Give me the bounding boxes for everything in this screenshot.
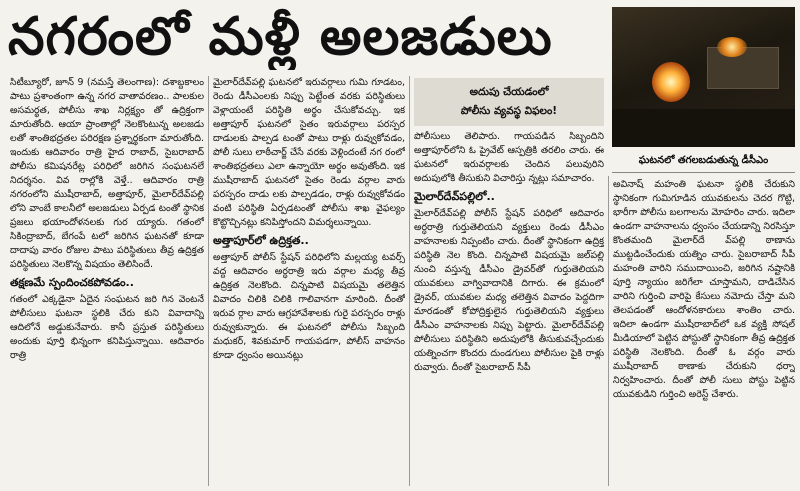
- headline: నగరంలో మళ్లీ అలజడులు: [8, 7, 553, 67]
- article-column-4: [613, 178, 795, 488]
- news-photo: [612, 7, 795, 147]
- paragraph: అత్తాపూర్ పోలీస్ స్టేషన్ పరిధిలోని మల్లయ్య టవర్స్ వద్ద ఆదివారం అర్ధరాత్రి ఇరు వర్గాల మధ్య తీవ్ర ఉద్రిక్తత నెలకొంది. చిన్నపాటి విషయమై తలెత్తిన వివాదం చిలికి చిలికి గాలివానగా మారింది. దీంతో ఇరువ ర్గాల వారు ఆగ్రహావేశాలకు గురై పరస్పరం రాళ్లు రువ్వుకున్నారు. ఈ ఘటనలో పోలీసు సిబ్బంది మధుకర్, శివకుమార్ గాయపడగా, పోలీస్ వాహనం కూడా ధ్వంసం అయినట్లు: [213, 252, 405, 361]
- fire-glow-shape: [717, 37, 747, 57]
- paragraph: పోలీసులు తెలిపారు. గాయపడిన సిబ్బందిని అత్తాపూర్‌లోని ఓ ప్రైవేట్ ఆస్పత్రికి తరలిం చారు. ఈ ఘటనలో ఇరువర్గాలకు చెందిన పలువురిని అదుపులోకి తీసుకుని విచారిస్తు న్నట్లు సమాచారం.: [414, 131, 604, 184]
- column-divider: [208, 76, 209, 486]
- photo-caption: ఘటనలో తగలబడుతున్న డీసీఎం: [612, 150, 795, 173]
- paragraph: అవినాష్ మహంతి ఘటనా స్థలికి చేరుకుని స్థానికంగా గుమిగూడిన యువకులను చెదర గొట్టి, భారీగా పోలీసు బలగాలను మోహరిం చారు. ఇదిలా ఉండగా వాహనాలను ధ్వంసం చేయడాన్ని నిరసిస్తూ కొంతమంది మైలార్‌దే వ్‌పల్లి ఠాణాను ముట్టడించేందుకు యత్నిం చారు. సైబరాబాద్ సీపీ మహంతి వారిని సముదాయించి, జరిగిన నష్టానికి పూర్తి న్యాయం జరిగేలా చూస్తామని, దాడిచేసిన వారిని గుర్తించి వారిపై కేసులు నమోదు చేస్తా మని తెలపడంతో ఆందోళనకారులు శాంతిం చారు. ఇదిలా ఉండగా ముషీరాబాద్‌లో ఒక వ్యక్తి సోషల్ మీడియాలో పెట్టిన పోస్టుతో స్థానికంగా తీవ్ర ఉద్రిక్తత పరిస్థితి నెలకొంది. దీంతో ఓ వర్గం వారు ముషీరాబాద్ ఠాణాకు చేరుకుని ధర్నా నిర్వహించారు. దీంతో పోలీ సులు పోస్టు పెట్టిన యువకుడిని గుర్తించి అరెస్ట్ చేశారు.: [613, 179, 795, 400]
- article-column-1: [10, 76, 204, 488]
- paragraph: మైలార్‌దేవ్‌పల్లి ఘటనలో ఇరువర్గాలు గుమి గూడటం, రెండు డీసీఎంలకు నిప్పు పెట్టేంత వరకు పరిస్థితులు వెళ్లాయంటే పరిస్థితి అర్థం చేసుకోవచ్చు. ఇక అత్తాపూర్ ఘటనలో సైతం ఇరువర్గాలు పరస్పర దాడులకు పాల్పడ టంతో పాటు రాళ్లు రువ్వుకోవడం, పోలీ సులు లాఠీచార్జ్ చేసే వరకు వెళ్లిందంటే నగ రంలో శాంతిభద్రతలు ఎలా ఉన్నాయో అర్థం అవుతోంది. ఇక ముషీరాబాద్ ఘటనలో సైతం రెండు వర్గాల వారు పరస్పరం దాడు లకు పాల్పడడం, రాళ్లు రువ్వుకోవడం వంటి పరిస్థితి ఏర్పడటంతో పోలీసు శాఖ వైఫల్యం కొట్టొచ్చినట్లు కనిపిస్తోందని విమర్శలున్నాయి.: [213, 77, 405, 228]
- article-column-2: [213, 76, 405, 488]
- paragraph: గతంలో ఎక్కడైనా ఏదైన సంఘటన జరి గిన వెంటనే పోలీసులు ఘటనా స్థలికి చేరు కుని వివాదాన్ని ఆదిలోనే అడ్డుకునేవారు. కానీ ప్రస్తుత పరిస్థితులు అందుకు పూర్తి భిన్నంగా కనిపిస్తున్నాయి. ఆదివారం రాత్రి: [10, 294, 204, 361]
- pull-quote-line: అదుపు చేయడంలో: [469, 86, 549, 98]
- pull-quote-line: పోలీసు వ్యవస్థ విఫలం!: [460, 105, 558, 117]
- column-divider: [608, 176, 609, 486]
- pull-quote: [414, 78, 604, 126]
- column-divider: [409, 76, 410, 486]
- article-column-3: [414, 130, 604, 488]
- paragraph: మైలార్‌దేవ్‌పల్లి పోలీస్ స్టేషన్ పరిధిలో ఆదివారం అర్ధరాత్రి గుర్తుతెలియని వ్యక్తులు రెండు డీసీఎం వాహనాలకు నిప్పంటిం చారు. దీంతో స్థానికంగా ఉద్రిక్త పరిస్థితి నెల కొంది. చిన్నపాటి విషయమై జల్‌పల్లి నుంచి వస్తున్న డీసీఎం డ్రైవర్‌తో గుర్తుతెలియని యువకులు వాగ్వివాదానికి దిగారు. ఈ క్రమంలో డ్రైవర్, యువకుల మధ్య తలెత్తిన వివాదం పెద్దదిగా మారడంతో కోపోద్రిక్తులైన గుర్తుతెలియని వ్యక్తులు డీసీఎం వాహనాలకు నిప్పు పెట్టారు. మైలార్‌దేవ్‌పల్లి పోలీసులు పరిస్థితిని అదుపులోకి తీసుకువచ్చేందుకు యత్నించగా కొందరు దుండగులు పోలీసుల పైకి రాళ్లు రువ్వారు. దీంతో సైబరాబాద్ సీపీ: [414, 208, 604, 373]
- paragraph: సిటీబ్యూరో, జూన్ 9 (నమస్తే తెలంగాణ): దశాబ్దకాలం పాటు ప్రశాంతంగా ఉన్న నగర వాతావరణం.. పాలకుల అసమర్థత, పోలీసు శాఖ నిర్లక్ష్యం తో ఉద్రిక్తంగా మారుతోంది. ఆయా ప్రాంతాల్లో నెలకొంటున్న అలజడు లతో శాంతిభద్రతల పరిరక్షణ ప్రశ్నార్థకంగా మారుతోంది. ఇందుకు ఆదివారం రాత్రి హైద రాబాద్, సైబరాబాద్ పోలీసు కమిషనరేట్ల పరిధిలో జరిగిన సంఘటనలే నిదర్శనం. వివ రాల్లోకి వెళ్తే.. ఆదివారం రాత్రి నగరంలోని ముషీరాబాద్, అత్తాపూర్, మైలార్‌దేవ్‌పల్లి లోని వాంబే కాలనీలో అలజడులు ఏర్పడ టంతో స్థానిక ప్రజలు భయాందోళనలకు గుర య్యారు. గతంలో సికింద్రాబాద్, బేగంపే టలో జరిగిన ఘటనతో కూడా దాదాపు వారం రోజుల పాటు పరిస్థితులు తీవ్ర ఉద్రిక్తత పరిస్థితులు నెలకొన్న విషయం తెలిసిందే.: [10, 77, 204, 270]
- fire-shape: [652, 62, 690, 102]
- subheading: అత్తాపూర్‌లో ఉద్రిక్తత..: [213, 234, 309, 247]
- photo-ground: [612, 109, 795, 147]
- subheading: మైలార్‌దేవ్‌పల్లిలో..: [414, 190, 495, 203]
- subheading: తక్షణమే స్పందించకపోవడం..: [10, 276, 134, 289]
